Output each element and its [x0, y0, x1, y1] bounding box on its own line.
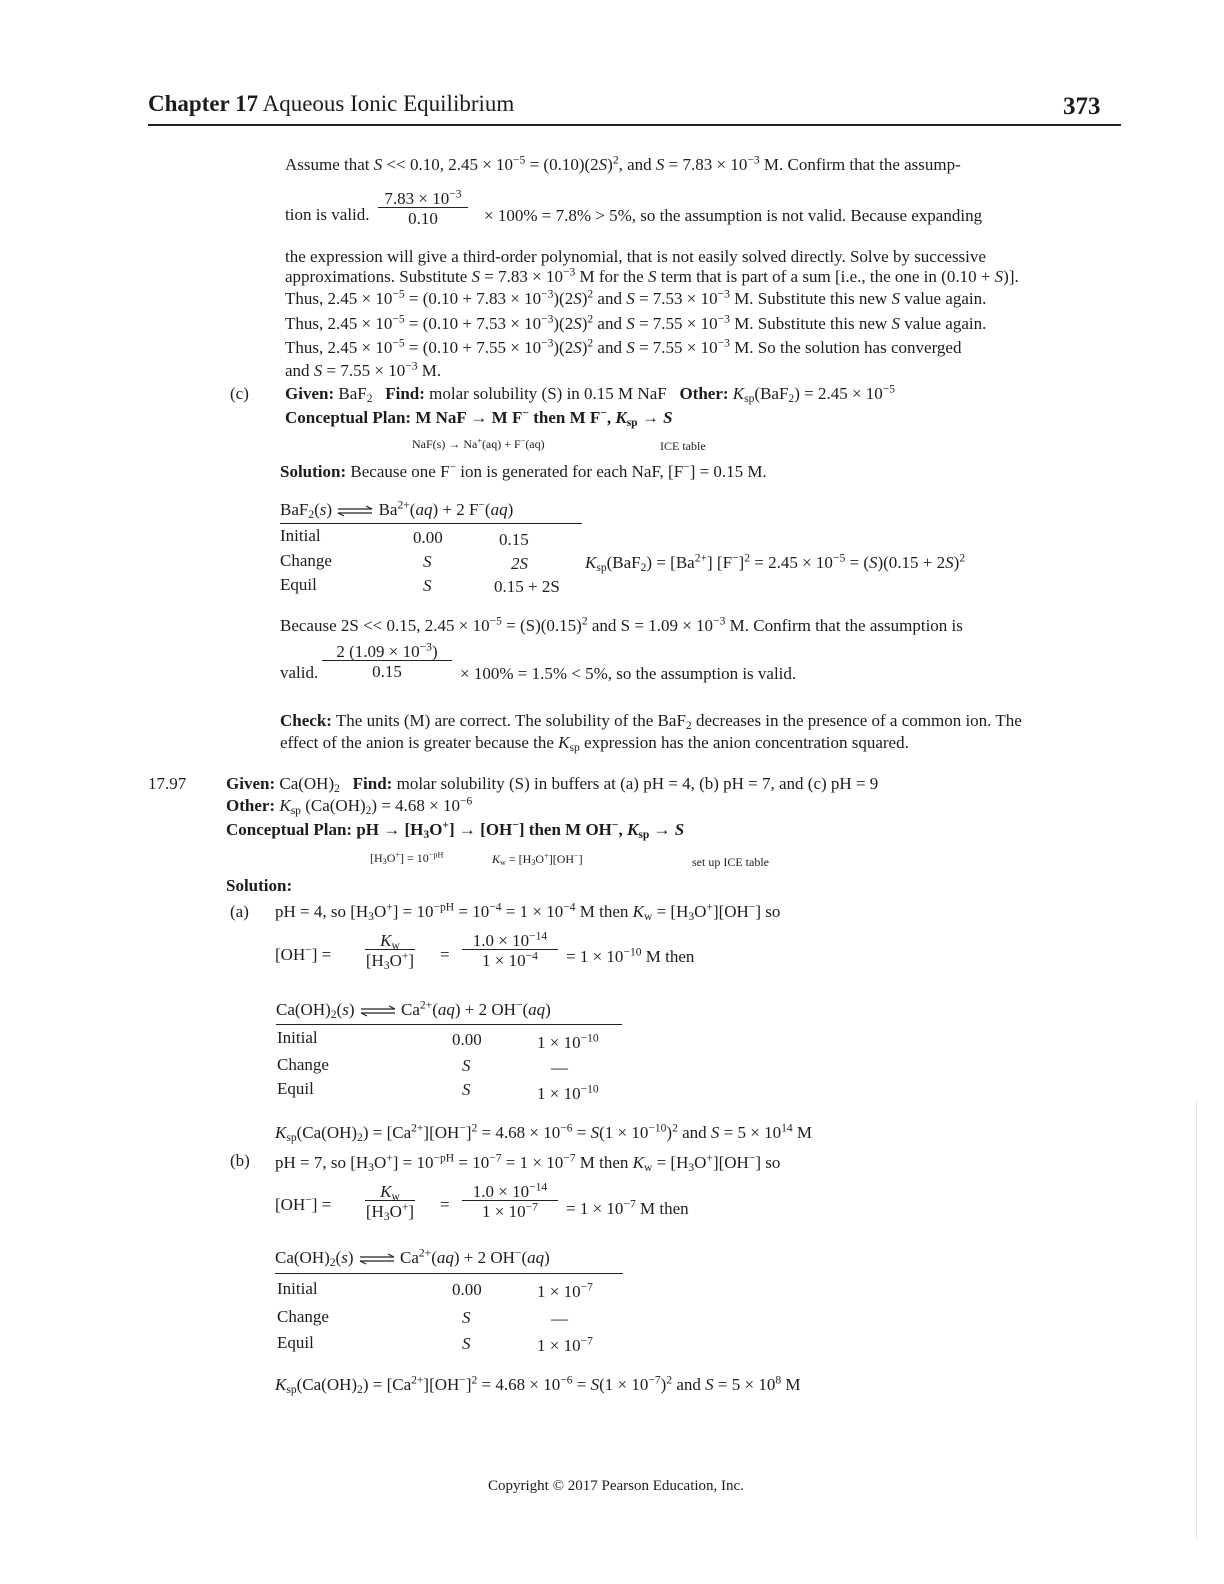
ice-b-initial-ca: 0.00 — [452, 1280, 482, 1299]
copyright-footer: Copyright © 2017 Pearson Education, Inc. — [488, 1478, 744, 1494]
plan-note-naf: NaF(s) → Na+(aq) + F−(aq) — [412, 436, 545, 451]
final-s-line: and $S = 7.55 \times 10^{-3}$ M. — [285, 359, 442, 380]
header-rule — [148, 124, 1121, 126]
ice-a-row-equil: Equil — [277, 1079, 314, 1098]
ice-a-rule — [276, 1024, 622, 1025]
fraction-109: $\frac{2 (1.09 \times 10^{-3})}{0.15}$ — [322, 643, 452, 680]
equilibrium-arrow-icon — [358, 1253, 396, 1265]
ice-a-equil-ca: S — [462, 1080, 471, 1099]
ice-c-rule — [280, 523, 582, 524]
plan-note-ice: ICE table — [660, 439, 706, 453]
problem-other-line: Other: $K_{sp}$ $(Ca(OH)_2) = 4.68 \times 10^{-6}$ — [226, 794, 473, 817]
part-c-because-line: Because 2S << 0.15, $2.45 \times 10^{-5} = (S)(0.15)^2$ and $S = 1.09 \times 10^{-3}$ M. Confirm that the assumption is — [280, 614, 963, 635]
ice-c-equation: BaF$_2$(s) $Ba^{2+}(aq) + 2$ F−(aq) — [280, 498, 514, 521]
ice-a-change-oh: — — [551, 1058, 568, 1077]
part-b-oh-lhs: [OH−] = — [275, 1193, 332, 1214]
part-a-eq-sign: = — [440, 945, 450, 964]
ice-a-initial-oh: $1 \times 10^{-10}$ — [537, 1031, 599, 1052]
ice-a-equation: $Ca(OH)_2(s) Ca^{2+}(aq) + 2$ OH−(aq) — [276, 998, 551, 1021]
ice-a-initial-ca: 0.00 — [452, 1030, 482, 1049]
page-edge-shadow — [1196, 1100, 1197, 1540]
iteration-line-2: Thus, $2.45 \times 10^{-5} = (0.10 + 7.53 \times 10^{-3})(2S)^2$ and $S = 7.55 \times 10^{-3}$ M. Substitute this new S value again. — [285, 312, 987, 333]
part-a-ksp-line: $K_{sp}(Ca(OH)_2) = [Ca^{2+}][OH^-]^2 = 4.68 \times 10^{-6} = S(1 \times 10^{-10})^2$ and $S = 5 \times 10^{14}$ M — [275, 1121, 813, 1144]
problem-plan: Conceptual Plan: pH → $[H_3O^+] \to [OH^-]$ then M OH−, $K_{sp} \to S$ — [226, 818, 685, 841]
valid-tail: × 100% = 1.5% < 5%, so the assumption is valid. — [460, 664, 797, 683]
part-a-kw-fraction: $\frac{K_w}{[H_3O^+]}$ — [365, 931, 415, 972]
ice-c-ksp-expression: $K_{sp}(BaF_2) = [Ba^{2+}] [F^-]^2 = 2.45 \times 10^{-5} = (S)(0.15 + 2S)^2$ — [585, 551, 966, 574]
equilibrium-arrow-icon — [336, 505, 374, 517]
ice-b-row-change: Change — [277, 1307, 329, 1326]
problem-number: 17.97 — [148, 774, 187, 793]
ice-b-initial-oh: $1 \times 10^{-7}$ — [537, 1280, 593, 1301]
part-c-label: (c) — [230, 384, 249, 403]
ice-b-change-oh: — — [551, 1309, 568, 1328]
ice-c-initial-f: 0.15 — [499, 530, 529, 549]
chapter-label: Chapter 17 — [148, 91, 259, 116]
equilibrium-arrow-icon — [359, 1005, 397, 1017]
ice-c-equil-ba: S — [423, 576, 432, 595]
iteration-line-3: Thus, $2.45 \times 10^{-5} = (0.10 + 7.55 \times 10^{-3})(2S)^2$ and $S = 7.55 \times 10^{-3}$ M. So the solution has converged — [285, 336, 962, 357]
tion-valid: tion is valid. — [285, 205, 370, 224]
ice-c-row-initial: Initial — [280, 526, 321, 545]
problem-given-line: Given: $Ca(OH)_2$ Find: molar solubility (S) in buffers at (a) pH = 4, (b) pH = 7, and (c) pH = 9 — [226, 774, 879, 795]
ice-b-row-equil: Equil — [277, 1333, 314, 1352]
plan-note-kw: $K_w = [H_3O^+][OH^-]$ — [492, 851, 583, 868]
ice-c-initial-ba: 0.00 — [413, 528, 443, 547]
part-b-ksp-line: $K_{sp}(Ca(OH)_2) = [Ca^{2+}][OH^-]^2 = 4.68 \times 10^{-6} = S(1 \times 10^{-7})^2$ and $S = 5 \times 10^8$ M — [275, 1373, 801, 1396]
ice-c-change-ba: S — [423, 552, 432, 571]
chapter-header — [148, 92, 514, 115]
plan-note-h3o: $[H_3O^+] = 10^{-pH}$ — [370, 850, 444, 867]
paragraph-line-1: the expression will give a third-order polynomial, that is not easily solved directly. Solve by successive — [285, 247, 986, 266]
ice-c-row-change: Change — [280, 551, 332, 570]
ice-b-equation: $Ca(OH)_2(s) Ca^{2+}(aq) + 2$ OH−(aq) — [275, 1246, 550, 1269]
page-number: 373 — [1063, 93, 1101, 120]
not-valid-text: × 100% = 7.8% > 5%, so the assumption is not valid. Because expanding — [484, 206, 983, 225]
plan-note-ice: set up ICE table — [692, 855, 769, 869]
part-b-label: (b) — [230, 1151, 250, 1170]
ice-b-row-initial: Initial — [277, 1279, 318, 1298]
problem-solution-label: Solution: — [226, 876, 293, 895]
part-a-num-fraction: $\frac{1.0 \times 10^{-14}}{1 \times 10^{-4}}$ — [462, 932, 558, 969]
ice-c-row-equil: Equil — [280, 575, 317, 594]
part-c-plan: Conceptual Plan: M NaF → M F− then M F−, $K_{sp} \to S$ — [285, 406, 673, 429]
part-c-solution: Solution: Because one F− ion is generated for each NaF, [F−] = 0.15 M. — [280, 460, 767, 481]
part-a-label: (a) — [230, 902, 249, 921]
assume-line: Assume that S << 0.10, $2.45 \times 10^{-5} = (0.10)(2S)^2$, and $S = 7.83 \times 10^{-3}$ M. Confirm that the assump- — [285, 153, 961, 174]
check-line-1: Check: The units (M) are correct. The solubility of the BaF$_2$ decreases in the presence of a common ion. The — [280, 711, 1022, 732]
part-b-ph-line: pH = 7, so $[H_3O^+] = 10^{-pH} = 10^{-7} = 1 \times 10^{-7}$ M then $K_w = [H_3O^+][OH^-]$ so — [275, 1151, 781, 1174]
part-b-eq-sign: = — [440, 1195, 450, 1214]
ice-b-change-ca: S — [462, 1308, 471, 1327]
ice-b-equil-oh: $1 \times 10^{-7}$ — [537, 1334, 593, 1355]
paragraph-line-2: approximations. Substitute $S = 7.83 \times 10^{-3}$ M for the S term that is part of a sum [i.e., the one in (0.10 + S)]. — [285, 265, 1019, 286]
part-a-oh-result: = $1 \times 10^{-10}$ M then — [566, 945, 695, 966]
ice-a-change-ca: S — [462, 1056, 471, 1075]
ice-c-change-f: 2S — [511, 554, 528, 573]
iteration-line-1: Thus, $2.45 \times 10^{-5} = (0.10 + 7.83 \times 10^{-3})(2S)^2$ and $S = 7.53 \times 10^{-3}$ M. Substitute this new S value again. — [285, 287, 987, 308]
ice-c-equil-f: 0.15 + 2S — [494, 577, 560, 596]
part-c-given-line: Given: BaF$_2$ Find: molar solubility (S) in 0.15 M NaF Other: $K_{sp}(BaF_2) = 2.45 \times 10^{-5}$ — [285, 382, 896, 405]
ice-b-equil-ca: S — [462, 1334, 471, 1353]
ice-a-row-change: Change — [277, 1055, 329, 1074]
part-b-num-fraction: $\frac{1.0 \times 10^{-14}}{1 \times 10^{-7}}$ — [462, 1183, 558, 1220]
chapter-title: Aqueous Ionic Equilibrium — [262, 91, 515, 116]
ice-a-row-initial: Initial — [277, 1028, 318, 1047]
part-b-oh-result: = $1 \times 10^{-7}$ M then — [566, 1197, 689, 1218]
part-b-kw-fraction: $\frac{K_w}{[H_3O^+]}$ — [365, 1182, 415, 1223]
part-a-oh-lhs: [OH−] = — [275, 943, 332, 964]
fraction-783: $\frac{7.83 \times 10^{-3}}{0.10}$ — [378, 190, 468, 227]
part-a-ph-line: pH = 4, so $[H_3O^+] = 10^{-pH} = 10^{-4} = 1 \times 10^{-4}$ M then $K_w = [H_3O^+][OH^-]$ so — [275, 900, 781, 923]
ice-a-equil-oh: $1 \times 10^{-10}$ — [537, 1082, 599, 1103]
ice-b-rule — [275, 1273, 623, 1274]
check-line-2: effect of the anion is greater because the $K_{sp}$ expression has the anion concentration squared. — [280, 733, 909, 754]
valid-word: valid. — [280, 663, 319, 682]
